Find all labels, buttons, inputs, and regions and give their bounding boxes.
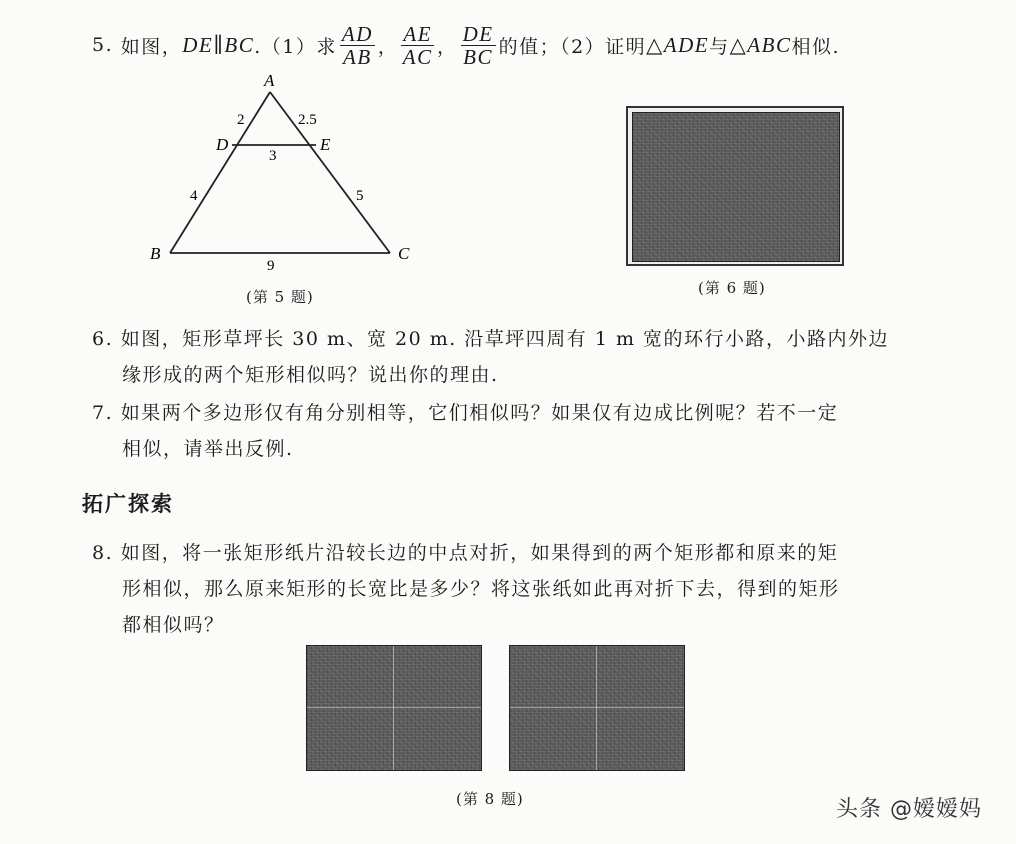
figure-5-caption: (第 5 题) — [246, 288, 314, 306]
q5-sep: ， — [377, 35, 399, 58]
q5-text-b: .（1）求 — [254, 35, 337, 58]
question-7 — [92, 398, 838, 425]
value-db: 4 — [190, 188, 198, 204]
q8-line-3: 都相似吗？ — [122, 614, 225, 636]
label-a: A — [264, 71, 275, 90]
q5-triangle-ade: △ADE — [646, 32, 710, 57]
section-heading: 拓广探索 — [82, 492, 174, 516]
q6-number: 6. — [92, 328, 114, 350]
fold-line-horizontal — [307, 707, 481, 708]
fraction-denominator: AC — [402, 44, 433, 69]
fraction-numerator: DE — [462, 21, 494, 46]
question-5 — [92, 22, 840, 68]
question-8 — [92, 538, 838, 565]
q8-line-1: 如图，将一张矩形纸片沿较长边的中点对折，如果得到的两个矩形都和原来的矩 — [120, 542, 839, 564]
fraction-denominator: AB — [343, 44, 372, 69]
fraction-numerator: AE — [403, 21, 433, 46]
q5-number: 5. — [92, 34, 114, 56]
q5-text-d: 与 — [709, 35, 730, 58]
value-ad: 2 — [237, 112, 245, 128]
fraction-ae-ac — [401, 23, 434, 68]
side-ac — [270, 92, 390, 253]
value-ae: 2.5 — [298, 112, 317, 128]
value-bc: 9 — [267, 258, 275, 274]
value-ec: 5 — [356, 188, 364, 204]
side-ab — [170, 92, 270, 253]
q6-line-2: 缘形成的两个矩形相似吗？说出你的理由. — [122, 364, 499, 386]
value-de: 3 — [269, 148, 277, 164]
q7-line-1: 如果两个多边形仅有角分别相等，它们相似吗？如果仅有边成比例呢？若不一定 — [120, 402, 839, 424]
label-e: E — [320, 135, 331, 154]
paper-sheet-left — [306, 645, 482, 771]
fraction-numerator: AD — [341, 21, 373, 46]
q5-text-a: 如图， — [120, 35, 183, 58]
paper-sheet-right — [509, 645, 685, 771]
q5-text-e: 相似. — [791, 35, 841, 58]
fraction-de-bc — [461, 23, 496, 68]
q5-parallel: DE∥BC — [182, 32, 255, 57]
q5-text-c: 的值；（2）证明 — [498, 35, 647, 58]
figure-8-caption: (第 8 题) — [456, 790, 524, 808]
q8-line-2: 形相似，那么原来矩形的长宽比是多少？将这张纸如此再对折下去，得到的矩形 — [122, 578, 840, 600]
fraction-denominator: BC — [463, 44, 493, 69]
fold-line-horizontal — [510, 707, 684, 708]
figure-6-caption: (第 6 题) — [698, 279, 766, 297]
question-6 — [92, 324, 889, 351]
q8-number: 8. — [92, 542, 114, 564]
lawn-image — [632, 112, 840, 262]
fraction-ad-ab — [340, 23, 375, 68]
fold-line-vertical — [393, 646, 394, 770]
figure-5-triangle — [140, 70, 440, 280]
fold-line-vertical — [596, 646, 597, 770]
label-d: D — [216, 135, 229, 154]
figure-6-frame — [626, 106, 844, 266]
label-c: C — [398, 244, 410, 263]
label-b: B — [150, 244, 161, 263]
q7-number: 7. — [92, 402, 114, 424]
q5-triangle-abc: △ABC — [729, 32, 792, 57]
watermark: 头条 @嫒嫒妈 — [836, 797, 982, 822]
q5-sep: ， — [437, 35, 458, 58]
q6-line-1: 如图，矩形草坪长 30 m、宽 20 m. 沿草坪四周有 1 m 宽的环行小路，小路内外边 — [120, 328, 890, 350]
q7-line-2: 相似，请举出反例. — [122, 438, 294, 460]
